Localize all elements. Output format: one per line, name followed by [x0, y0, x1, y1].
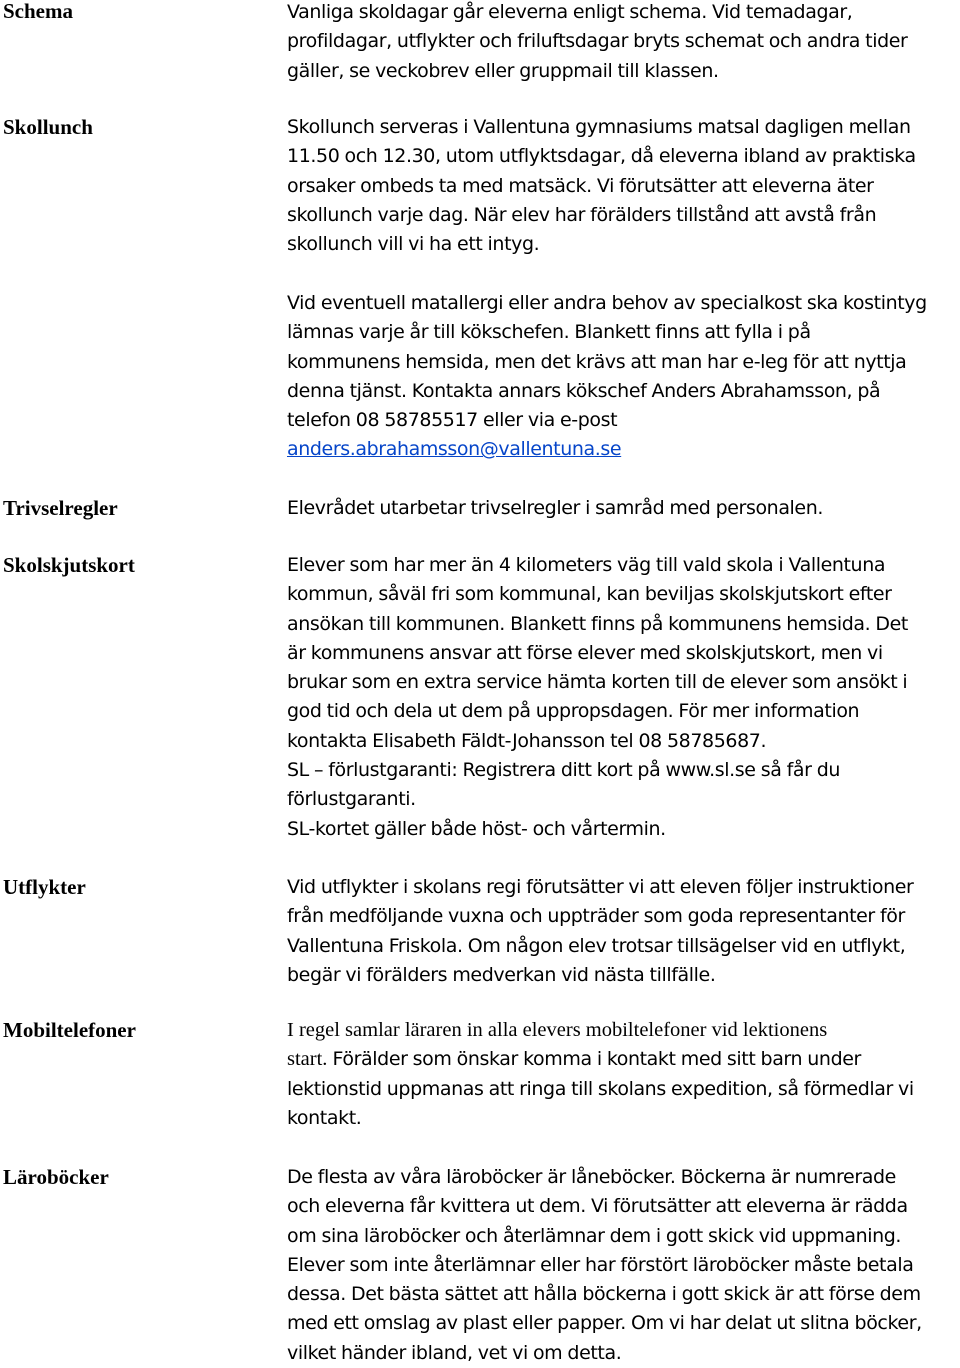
text-line: Vanliga skoldagar går eleverna enligt schema. Vid temadagar,	[287, 1, 853, 23]
text-line: vilket händer ibland, vet vi om detta.	[287, 1341, 622, 1364]
paragraph	[287, 289, 960, 465]
text-line: kommunens hemsida, men det krävs att man har e-leg för att nyttja	[287, 350, 907, 373]
text-line: SL – förlustgaranti: Registrera ditt kort på www.sl.se så får du	[287, 759, 840, 782]
paragraph	[287, 1016, 960, 1133]
text-line: med ett omslag av plast eller papper. Om vi har delat ut slitna böcker,	[287, 1312, 922, 1335]
text-line: kontakt.	[287, 1106, 362, 1129]
section-mobiltelefoner-text	[287, 1016, 960, 1133]
heading-laroböcker: Läroböcker	[3, 1165, 109, 1189]
text-line: Elever som har mer än 4 kilometers väg till vald skola i Vallentuna	[287, 554, 886, 576]
heading-schema: Schema	[3, 0, 73, 23]
heading-skolskjutskort: Skolskjutskort	[3, 553, 135, 577]
text-line: kontakta Elisabeth Fäldt-Johansson tel 08 58785687.	[287, 729, 767, 752]
text-line: profildagar, utflykter och friluftsdagar bryts schemat och andra tider	[287, 30, 908, 53]
text-line: start.	[287, 1048, 328, 1071]
text-line: gäller, se veckobrev eller gruppmail till klassen.	[287, 59, 719, 82]
text-line: denna tjänst. Kontakta annars kökschef Anders Abrahamsson, på	[287, 379, 881, 402]
text-line: telefon 08 58785517 eller via e-post	[287, 409, 618, 432]
text-line: orsaker ombeds ta med matsäck. Vi förutsätter att eleverna äter	[287, 174, 874, 197]
text-line: lämnas varje år till kökschefen. Blankett finns att fylla i på	[287, 321, 811, 344]
text-line: ansökan till kommunen. Blankett finns på kommunens hemsida. Det	[287, 612, 908, 635]
text-line: Vallentuna Friskola. Om någon elev trotsar tillsägelser vid en utflykt,	[287, 934, 906, 957]
text-line: I regel samlar läraren in alla elevers mobiltelefoner vid lektionens	[287, 1019, 828, 1041]
section-skollunch-text	[287, 113, 960, 259]
text-line: är kommunens ansvar att förse elever med skolskjutskort, men vi	[287, 641, 883, 664]
paragraph	[287, 1163, 960, 1368]
text-line: Vid eventuell matallergi eller andra behov av specialkost ska kostintyg	[287, 292, 927, 314]
paragraph	[287, 113, 960, 259]
section-skolskjutskort-text	[287, 551, 960, 844]
text-line: om sina läroböcker och återlämnar dem i gott skick vid uppmaning.	[287, 1224, 902, 1247]
text-line: från medföljande vuxna och uppträder som goda representanter för	[287, 905, 905, 928]
heading-utflykter: Utflykter	[3, 875, 86, 899]
text-line: Elevrådet utarbetar trivselregler i samråd med personalen.	[287, 497, 824, 519]
paragraph	[287, 0, 960, 86]
text-line: begär vi förälders medverkan vid nästa tillfälle.	[287, 963, 716, 986]
text-line: Elever som inte återlämnar eller har förstört läroböcker måste betala	[287, 1253, 914, 1276]
section-laroböcker-text	[287, 1163, 960, 1368]
text-line: skollunch vill vi ha ett intyg.	[287, 233, 540, 256]
text-line: Vid utflykter i skolans regi förutsätter vi att eleven följer instruktioner	[287, 876, 914, 898]
heading-trivselregler: Trivselregler	[3, 496, 118, 520]
heading-skollunch: Skollunch	[3, 115, 93, 139]
section-schema-text	[287, 0, 960, 86]
text-line: lektionstid uppmanas att ringa till skolans expedition, så förmedlar vi	[287, 1077, 914, 1100]
text-line: god tid och dela ut dem på uppropsdagen. För mer information	[287, 700, 860, 723]
text-line: SL-kortet gäller både höst- och vårtermin.	[287, 817, 666, 840]
section-trivselregler-text	[287, 494, 960, 523]
paragraph	[287, 873, 960, 990]
paragraph	[287, 494, 960, 523]
text-line: De flesta av våra läroböcker är låneböcker. Böckerna är numrerade	[287, 1166, 896, 1188]
section-utflykter-text	[287, 873, 960, 990]
text-line: skollunch varje dag. När elev har förälders tillstånd att avstå från	[287, 203, 877, 226]
email-link[interactable]: anders.abrahamsson@vallentuna.se	[287, 438, 622, 461]
section-skollunch-allergy-text	[287, 289, 960, 465]
heading-mobiltelefoner: Mobiltelefoner	[3, 1018, 136, 1042]
text-line: 11.50 och 12.30, utom utflyktsdagar, då eleverna ibland av praktiska	[287, 145, 916, 168]
paragraph	[287, 551, 960, 844]
text-line: förlustgaranti.	[287, 788, 416, 811]
text-line: och eleverna får kvittera ut dem. Vi förutsätter att eleverna är rädda	[287, 1195, 908, 1218]
text-line: Förälder som önskar komma i kontakt med sitt barn under	[327, 1048, 861, 1071]
text-line: kommun, såväl fri som kommunal, kan beviljas skolskjutskort efter	[287, 583, 892, 606]
text-line: brukar som en extra service hämta korten till de elever som ansökt i	[287, 671, 908, 694]
text-line: dessa. Det bästa sättet att hålla böckerna i gott skick är att förse dem	[287, 1283, 921, 1306]
text-line: Skollunch serveras i Vallentuna gymnasiums matsal dagligen mellan	[287, 116, 911, 138]
